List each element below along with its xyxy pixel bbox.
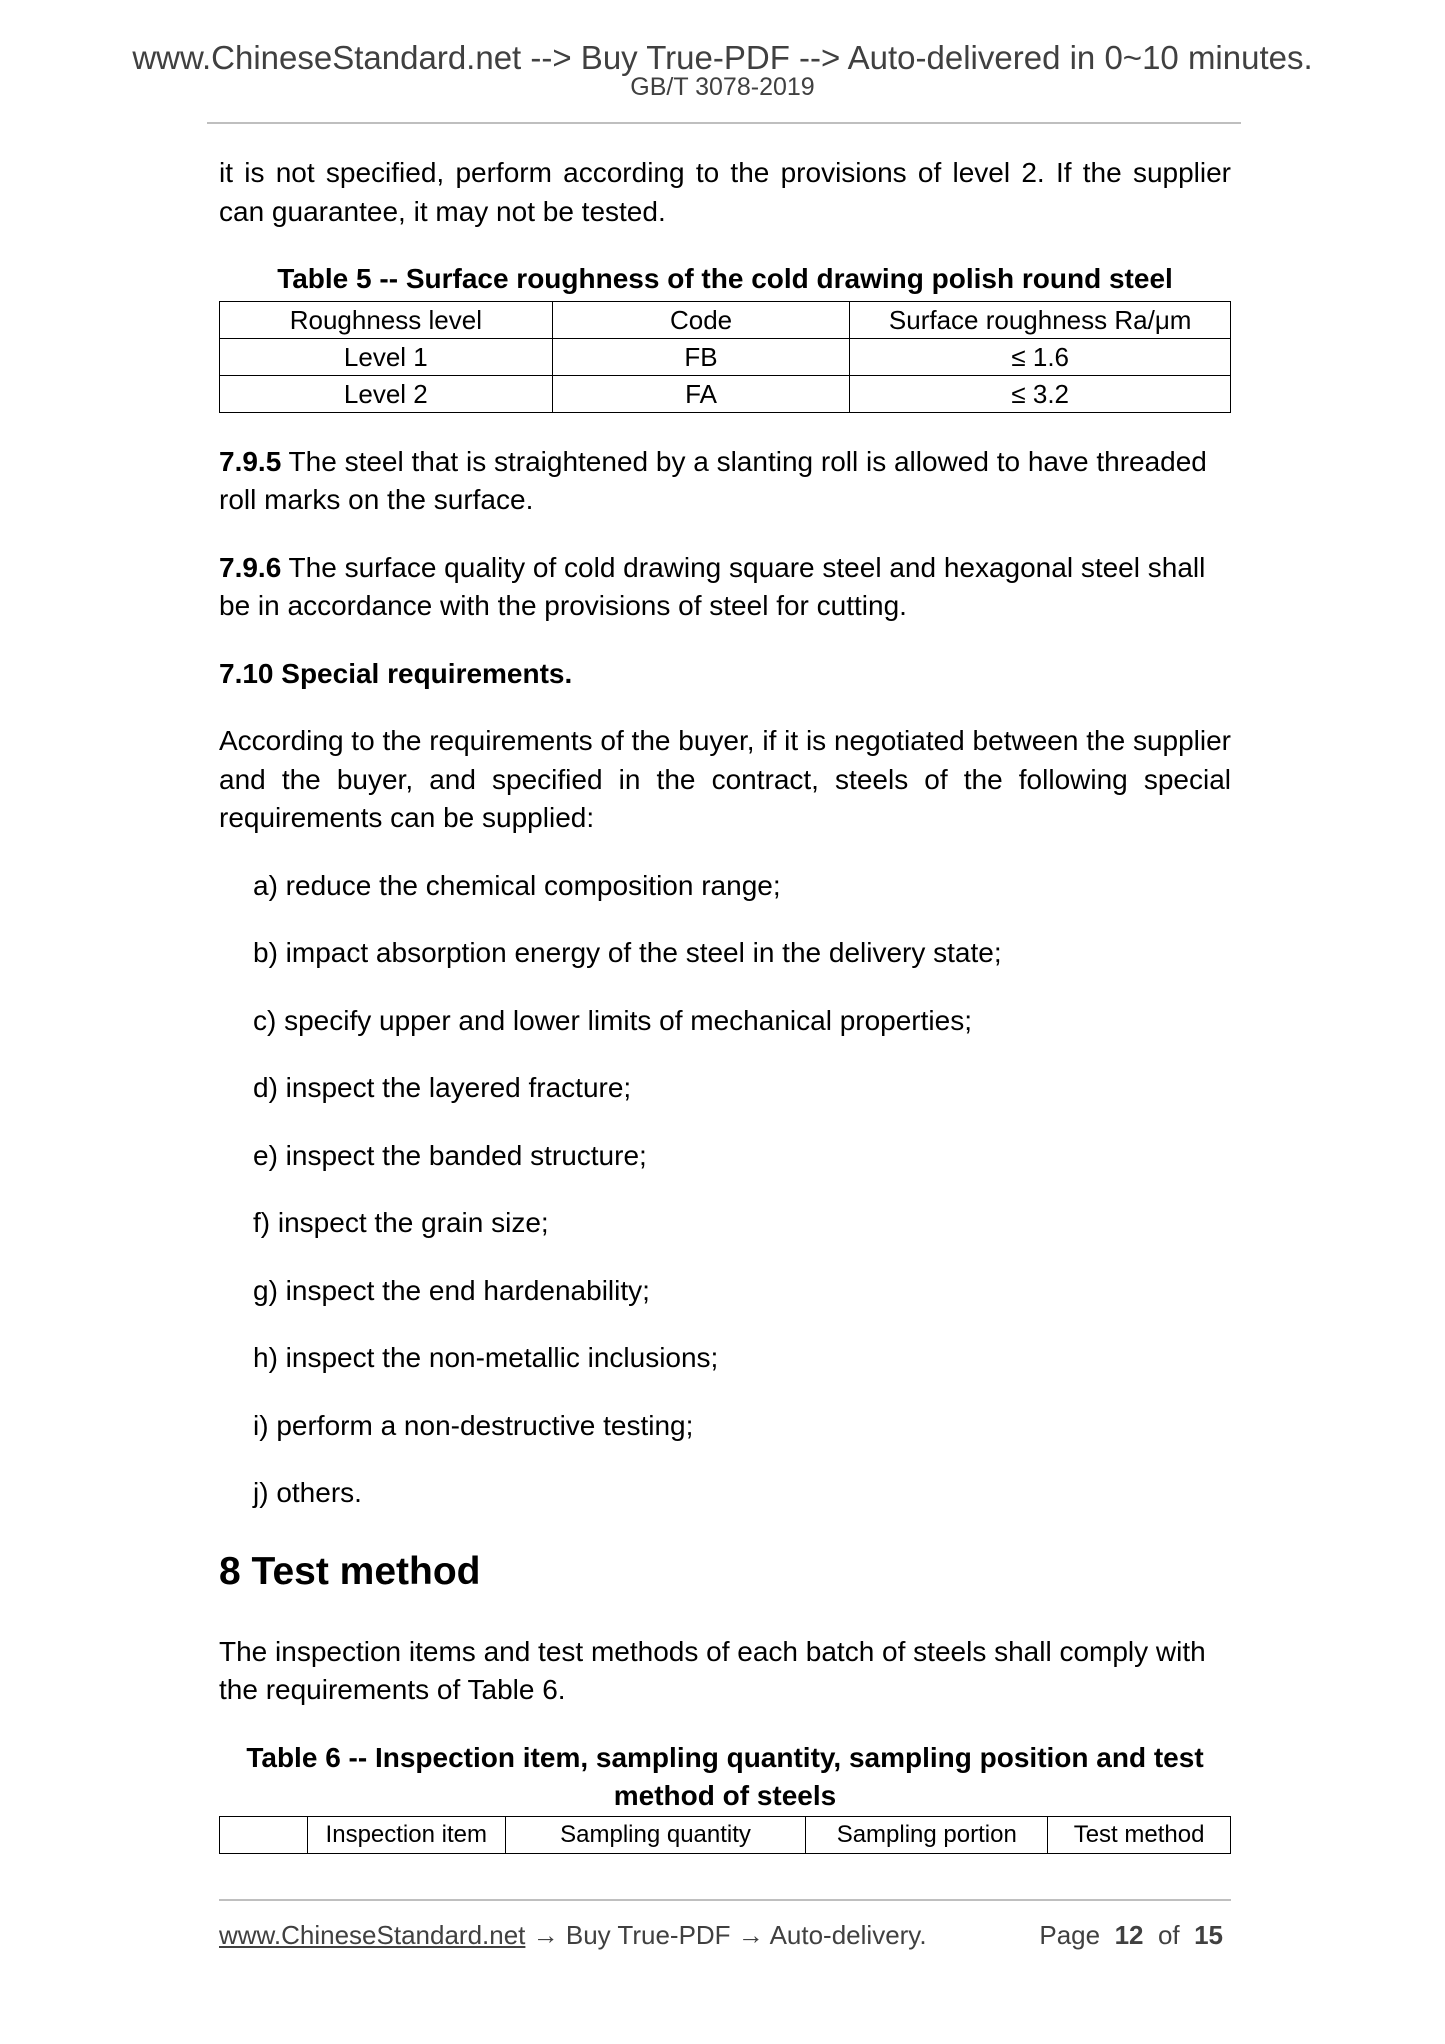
of-label: of [1157,1920,1180,1950]
table-cell: ≤ 3.2 [850,375,1231,412]
table-header-cell: Code [552,301,850,338]
footer-tail: → Buy True-PDF → Auto-delivery. [525,1920,927,1950]
list-item: g) inspect the end hardenability; [253,1274,650,1306]
table-cell: Level 2 [220,375,553,412]
table5 [219,301,1231,413]
list-item: h) inspect the non-metallic inclusions; [253,1342,719,1373]
clause-7-10-heading: 7.10 Special requirements. [219,657,573,689]
table6-caption: Table 6 -- Inspection item, sampling quantity, sampling position and test method of steels [246,1741,1204,1811]
footer-divider [219,1899,1231,1901]
page-label: Page [1039,1920,1101,1950]
table-header-cell: Sampling quantity [505,1816,806,1853]
table-row [220,375,1231,412]
clause-7-9-5 [219,443,1231,520]
table-cell: ≤ 1.6 [850,338,1231,375]
page-content [219,154,1231,1854]
clause-text: The surface quality of cold drawing square steel and hexagonal steel shall be in accordance with the provisions of steel for cutting. [219,551,1206,621]
table-header-cell: Surface roughness Ra/μm [850,301,1231,338]
standard-code: GB/T 3078-2019 [630,73,815,101]
list-item: a) reduce the chemical composition range; [253,869,781,901]
clause-7-10-text: According to the requirements of the buyer, if it is negotiated between the supplier and the buyer, and specified in the contract, steels of the following special requirements can be supplied: [219,725,1231,833]
list-item: j) others. [253,1477,362,1508]
table-header-cell: Inspection item [307,1816,505,1853]
page-total: 15 [1194,1920,1223,1950]
table6 [219,1816,1231,1854]
clause-number: 7.9.5 [219,445,282,477]
list-item: i) perform a non-destructive testing; [253,1409,694,1441]
clause-text: The steel that is straightened by a slanting roll is allowed to have threaded roll marks on the surface. [219,445,1207,515]
table-cell: FA [552,375,850,412]
clause-number: 7.9.6 [219,551,282,583]
page-number: 12 [1114,1920,1144,1950]
page-indicator [1039,1918,1223,1952]
header-divider [207,122,1241,124]
footer-promo [219,1918,927,1952]
table-header-row [220,1816,1231,1853]
list-item: b) impact absorption energy of the steel in the delivery state; [253,937,1002,968]
table-header-cell [220,1816,308,1853]
table-header-cell: Sampling portion [806,1816,1048,1853]
list-item: f) inspect the grain size; [253,1207,549,1238]
clause-7-9-6 [219,549,1231,626]
section-8-heading: 8 Test method [219,1549,481,1593]
section-8-text: The inspection items and test methods of each batch of steels shall comply with the requirements of Table 6. [219,1635,1206,1705]
table-cell: FB [552,338,850,375]
table-header-cell: Roughness level [220,301,553,338]
table-cell: Level 1 [220,338,553,375]
table-row [220,338,1231,375]
footer-link[interactable]: www.ChineseStandard.net [219,1920,526,1950]
list-item: c) specify upper and lower limits of mechanical properties; [253,1004,972,1036]
list-item: e) inspect the banded structure; [253,1139,647,1171]
table-header-row [220,301,1231,338]
list-item: d) inspect the layered fracture; [253,1072,632,1103]
intro-paragraph: it is not specified, perform according to the provisions of level 2. If the supplier can guarantee, it may not be tested. [219,157,1231,227]
table5-caption: Table 5 -- Surface roughness of the cold drawing polish round steel [277,263,1173,294]
table-header-cell: Test method [1048,1816,1231,1853]
header-banner: www.ChineseStandard.net --> Buy True-PDF --> Auto-delivered in 0~10 minutes. [132,39,1313,76]
